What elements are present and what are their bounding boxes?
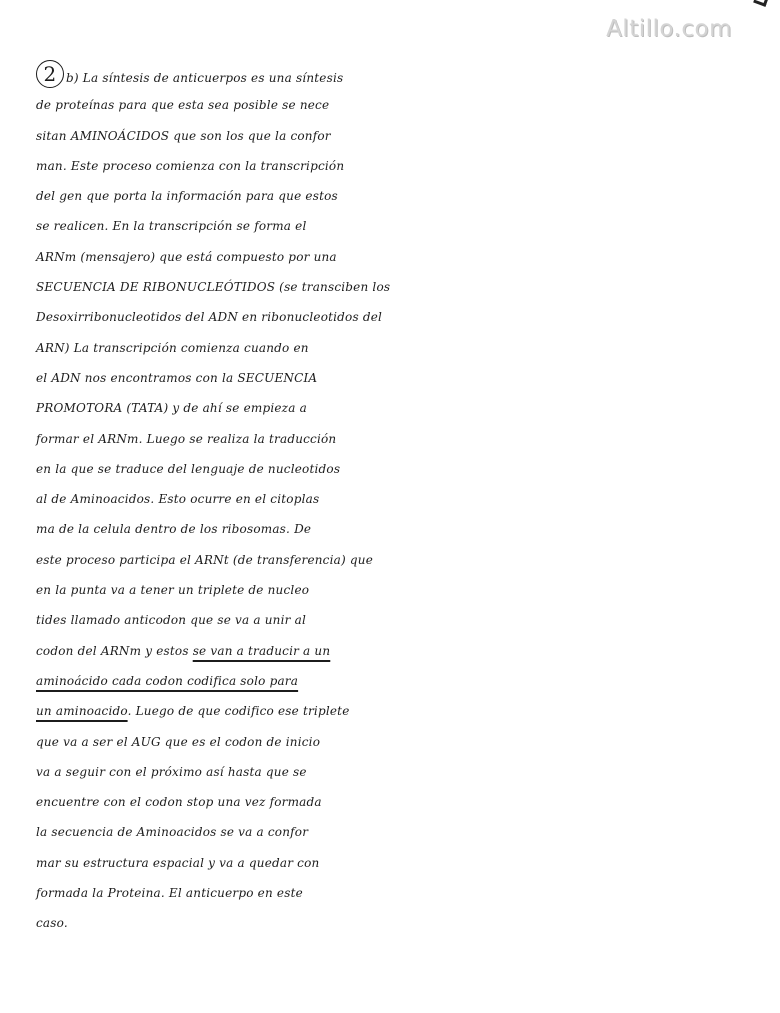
line-text: caso. — [36, 916, 68, 931]
answer-line-9 — [36, 302, 751, 332]
answer-line-14 — [36, 454, 751, 484]
answer-line-2 — [36, 90, 751, 120]
answer-line-8 — [36, 272, 751, 302]
answer-line-10 — [36, 333, 751, 363]
line-text: al de Aminoacidos. Esto ocurre en el citoplas — [36, 492, 320, 507]
line-text: la secuencia de Aminoacidos se va a confor — [36, 825, 309, 840]
watermark: Altillo.com — [606, 16, 732, 42]
line-text: ARNm (mensajero) que está compuesto por una — [36, 249, 337, 264]
line-text: se realicen. En la transcripción se forma el — [36, 219, 307, 234]
line-text: mar su estructura espacial y va a quedar con — [36, 855, 320, 870]
line-text: del gen que porta la información para que estos — [36, 189, 338, 204]
answer-line-27 — [36, 848, 751, 878]
underlined-text: se van a traducir a un — [192, 643, 331, 658]
line-text: Desoxirribonucleotidos del ADN en ribonucleotidos del — [36, 310, 383, 325]
answer-line-24 — [36, 757, 751, 787]
answer-line-17 — [36, 545, 751, 575]
line-text: el ADN nos encontramos con la SECUENCIA — [36, 370, 318, 385]
answer-line-3 — [36, 121, 751, 151]
answer-line-26 — [36, 817, 751, 847]
line-text: en la punta va a tener un triplete de nucleo — [36, 583, 310, 598]
answer-line-18 — [36, 575, 751, 605]
underlined-text: un aminoacido — [36, 704, 128, 719]
line-text: tides llamado anticodon que se va a unir al — [36, 613, 306, 628]
answer-line-20 — [36, 636, 751, 666]
line-text: man. Este proceso comienza con la transcripción — [36, 158, 345, 173]
answer-line-12 — [36, 393, 751, 423]
answer-line-23 — [36, 727, 751, 757]
line-text: de proteínas para que esta sea posible se nece — [36, 98, 330, 113]
line-text: que va a ser el AUG que es el codon de inicio — [36, 734, 321, 749]
line-text: codon del ARNm y estos — [36, 643, 193, 658]
answer-line-13 — [36, 424, 751, 454]
line-text: va a seguir con el próximo así hasta que se — [36, 764, 307, 779]
answer-line-6 — [36, 211, 751, 241]
item-number-circle: 2 — [36, 60, 64, 88]
answer-line-11 — [36, 363, 751, 393]
line-text: encuentre con el codon stop una vez formada — [36, 795, 322, 810]
answer-line-19 — [36, 605, 751, 635]
line-text: PROMOTORA (TATA) y de ahí se empieza a — [36, 401, 307, 416]
handwritten-answer — [36, 60, 751, 939]
line-text: ma de la celula dentro de los ribosomas. De — [36, 522, 312, 537]
answer-line-25 — [36, 787, 751, 817]
line-text: . Luego de que codifico ese triplete — [127, 704, 350, 719]
corner-pen-mark — [753, 0, 770, 7]
answer-line-28 — [36, 878, 751, 908]
answer-line-22 — [36, 696, 751, 726]
answer-line-4 — [36, 151, 751, 181]
line-text: este proceso participa el ARNt (de transferencia) que — [36, 552, 374, 567]
line-text: SECUENCIA DE RIBONUCLEÓTIDOS (se transciben los — [36, 280, 391, 295]
answer-line-21 — [36, 666, 751, 696]
answer-line-7 — [36, 242, 751, 272]
line-text: formar el ARNm. Luego se realiza la traducción — [36, 431, 337, 446]
answer-line-15 — [36, 484, 751, 514]
answer-line-1 — [36, 60, 751, 90]
underlined-text: aminoácido cada codon codifica solo para — [36, 673, 299, 688]
answer-line-16 — [36, 514, 751, 544]
line-text: ARN) La transcripción comienza cuando en — [36, 340, 309, 355]
line-text: formada la Proteina. El anticuerpo en este — [36, 886, 303, 901]
line-text: sitan AMINOÁCIDOS que son los que la confor — [36, 128, 331, 143]
line-text: b) La síntesis de anticuerpos es una síntesis — [66, 71, 344, 85]
line-text: en la que se traduce del lenguaje de nucleotidos — [36, 461, 341, 476]
answer-line-5 — [36, 181, 751, 211]
answer-line-29 — [36, 908, 751, 938]
